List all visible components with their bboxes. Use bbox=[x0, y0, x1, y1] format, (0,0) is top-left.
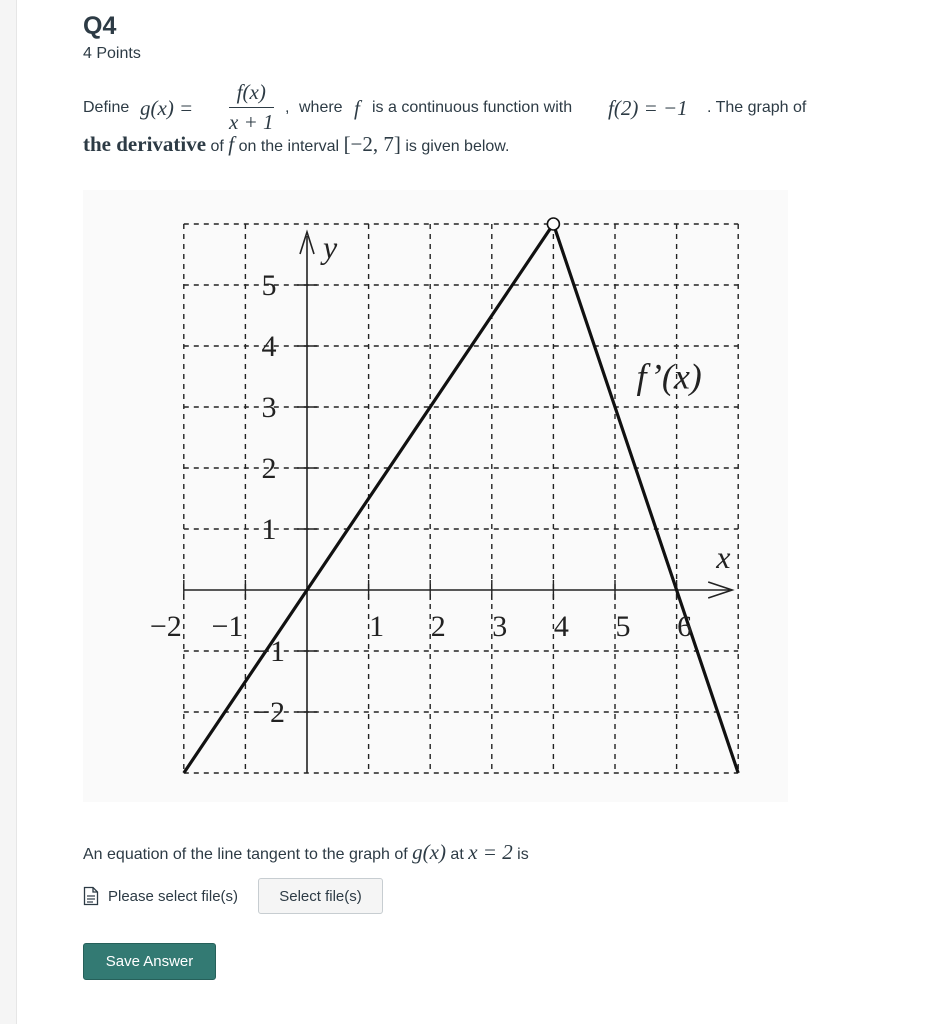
y-tick-label: 2 bbox=[261, 452, 277, 485]
y-tick-label: 4 bbox=[261, 330, 277, 363]
question-points: 4 Points bbox=[83, 45, 141, 62]
x-tick-label: −1 bbox=[211, 610, 244, 643]
ask-text: An equation of the line tangent to the graph of bbox=[83, 846, 408, 863]
x-tick-label: 5 bbox=[615, 610, 631, 643]
prompt-where: where bbox=[299, 99, 343, 116]
question-card bbox=[16, 0, 926, 1024]
prompt-fraction bbox=[229, 80, 274, 135]
question-prompt-line-2 bbox=[83, 132, 509, 157]
y-axis-label: y bbox=[323, 229, 338, 265]
x-tick-label: −2 bbox=[149, 610, 182, 643]
x-tick-label: 2 bbox=[430, 610, 446, 643]
ask-x2: x = 2 bbox=[468, 840, 513, 864]
y-tick-label: −2 bbox=[253, 696, 285, 729]
fraction-denominator: x + 1 bbox=[229, 110, 274, 134]
derivative-line bbox=[184, 224, 738, 773]
prompt-f2: f(2) = −1 bbox=[608, 96, 688, 120]
derivative-graph bbox=[83, 190, 788, 802]
question-prompt-line-1 bbox=[83, 80, 843, 140]
x-tick-label: 6 bbox=[677, 610, 693, 643]
prompt-f-again: f bbox=[228, 132, 235, 156]
prompt-interval-text: on the interval bbox=[238, 138, 340, 155]
y-tick-label: 1 bbox=[261, 513, 277, 546]
open-point-marker bbox=[547, 218, 559, 230]
prompt-derivative: the derivative bbox=[83, 132, 207, 156]
file-icon bbox=[83, 886, 99, 906]
file-upload-row bbox=[83, 878, 483, 916]
question-title: Q4 bbox=[83, 12, 117, 40]
chart-labels bbox=[150, 229, 731, 729]
prompt-comma: , bbox=[285, 99, 290, 116]
y-tick-label: 3 bbox=[261, 391, 277, 424]
x-axis-label: x bbox=[716, 539, 731, 575]
x-tick-label: 4 bbox=[553, 610, 569, 643]
prompt-f: f bbox=[354, 96, 360, 120]
save-answer-button[interactable]: Save Answer bbox=[83, 943, 216, 980]
prompt-of: of bbox=[210, 138, 224, 155]
chart-axes bbox=[184, 232, 732, 773]
y-tick-label: −1 bbox=[253, 635, 285, 668]
chart-grid bbox=[184, 224, 738, 773]
select-files-button[interactable]: Select file(s) bbox=[258, 878, 383, 914]
prompt-given: is given below. bbox=[405, 138, 510, 155]
x-tick-label: 1 bbox=[369, 610, 385, 643]
ask-gx: g(x) bbox=[412, 840, 446, 864]
file-upload-label: Please select file(s) bbox=[108, 888, 239, 905]
ask-at: at bbox=[450, 846, 464, 863]
prompt-g-lhs: g(x) = bbox=[140, 96, 194, 120]
prompt-graph-of: . The graph of bbox=[707, 99, 807, 116]
x-tick-label: 3 bbox=[492, 610, 508, 643]
fraction-numerator: f(x) bbox=[229, 80, 274, 108]
prompt-continuous: is a continuous function with bbox=[372, 99, 573, 116]
ask-is: is bbox=[517, 846, 529, 863]
curve-label: f’(x) bbox=[636, 356, 702, 397]
prompt-interval: [−2, 7] bbox=[343, 132, 401, 156]
question-ask bbox=[83, 840, 529, 865]
y-tick-label: 5 bbox=[261, 269, 277, 302]
prompt-define: Define bbox=[83, 99, 130, 116]
